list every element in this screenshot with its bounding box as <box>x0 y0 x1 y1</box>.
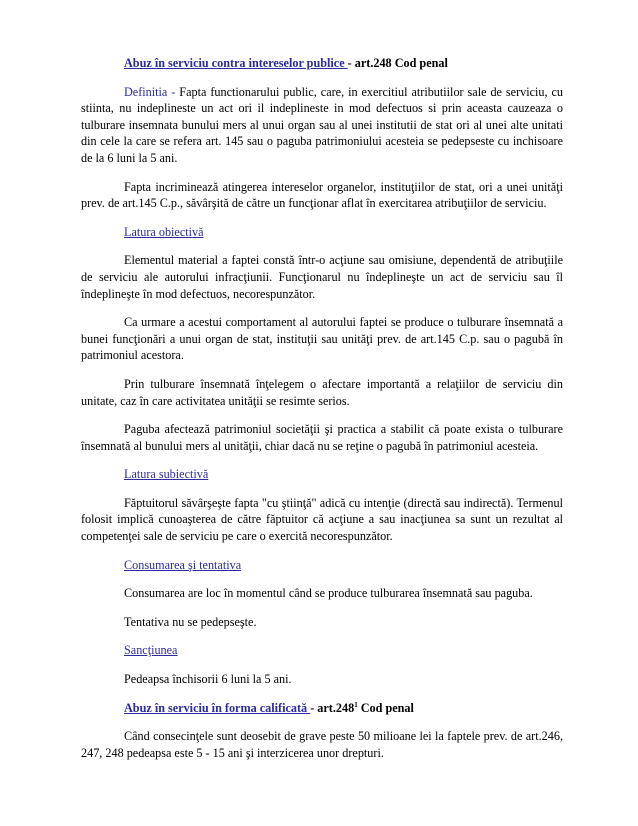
heading-tail: Cod penal <box>357 700 414 715</box>
paragraph: Paguba afectează patrimoniul societăţii şi practica a stabilit că poate exista o tulburare însemnată al bunului mers al unităţii, chiar dacă nu se reţine o pagubă în patrimoniul acesteia. <box>81 422 563 453</box>
section-link[interactable]: Latura obiectivă <box>124 224 204 239</box>
paragraph: Tentativa nu se pedepseşte. <box>124 614 257 629</box>
paragraph: Elementul material a faptei constă într-o acţiune sau omisiune, dependentă de atribuţiile de serviciu ale autorului infracţiunii. Funcţionarul nu îndeplineşte un act de serviciu sau îl îndeplineşte în mod defectuos, necorespunzător. <box>81 253 563 301</box>
paragraph: Când consecinţele sunt deosebit de grave peste 50 milioane lei la faptele prev. de art.246, 247, 248 pedeapsa este 5 - 15 ani şi interzicerea unor drepturi. <box>81 729 563 760</box>
heading-rest: - art.248 <box>310 700 355 715</box>
heading-link[interactable]: Abuz în serviciu în forma calificată <box>124 700 311 715</box>
heading-art-248 <box>81 55 563 72</box>
definition-text: Fapta functionarului public, care, in exercitiul atributiilor sale de serviciu, cu stiinta, nu indeplineste un act ori il indeplineste in mod defectuos si prin aceasta cauzeaza o tulburare insemnata bunului mers al unui organ sau al unei institutii de stat ori al unei alte unitati din cele la care se refera art. 145 sau o paguba patrimoniului acesteia se pedepseste cu inchisoare de la 6 luni la 5 ani. <box>81 84 563 165</box>
definition-label: Definitia - <box>124 84 180 99</box>
paragraph: Pedeapsa închisorii 6 luni la 5 ani. <box>124 672 292 687</box>
heading-link[interactable]: Abuz în serviciu contra intereselor publice <box>124 56 348 70</box>
paragraph: Prin tulburare însemnată înţelegem o afectare importantă a relaţiilor de serviciu din unitate, caz în care activitatea unităţii se resimte serios. <box>81 376 563 408</box>
section-heading-latura-subiectiva <box>81 466 563 483</box>
paragraph: Consumarea are loc în momentul când se produce tulburarea însemnată sau paguba. <box>124 586 533 601</box>
document-page <box>81 55 563 773</box>
paragraph: Fapta incriminează atingerea intereselor organelor, instituţiilor de stat, ori a unei unităţi prev. de art.145 C.p., săvârşită de către un funcţionar aflat în exercitarea atribuţiilor de serviciu. <box>81 179 563 211</box>
section-heading-consumarea <box>81 557 563 574</box>
heading-art-248-1 <box>81 700 563 717</box>
definition-paragraph <box>81 84 563 167</box>
paragraph: Ca urmare a acestui comportament al autorului faptei se produce o tulburare însemnată a bunei funcţionări a unui organ de stat, instituţii sau unităţi prev. de art.145 C.p. sau o pagubă în patrimoniul acestora. <box>81 315 563 363</box>
section-link[interactable]: Consumarea şi tentativa <box>124 557 242 572</box>
heading-rest: - art.248 Cod penal <box>347 56 448 70</box>
section-heading-latura-obiectiva <box>81 224 563 241</box>
section-link[interactable]: Sancţiunea <box>124 643 178 658</box>
paragraph: Făptuitorul săvârşeşte fapta "cu ştiinţă" adică cu intenţie (directă sau indirectă). Termenul folosit implică cunoaşterea de către făptuitor că acţiune a sau inacţiunea sa sunt un rezultat al competenţei sale de serviciu pe care o exercită necorespunzător. <box>81 495 563 544</box>
section-heading-sanctiunea <box>81 642 563 659</box>
section-link[interactable]: Latura subiectivă <box>124 467 209 482</box>
heading-superscript: 1 <box>354 700 358 709</box>
